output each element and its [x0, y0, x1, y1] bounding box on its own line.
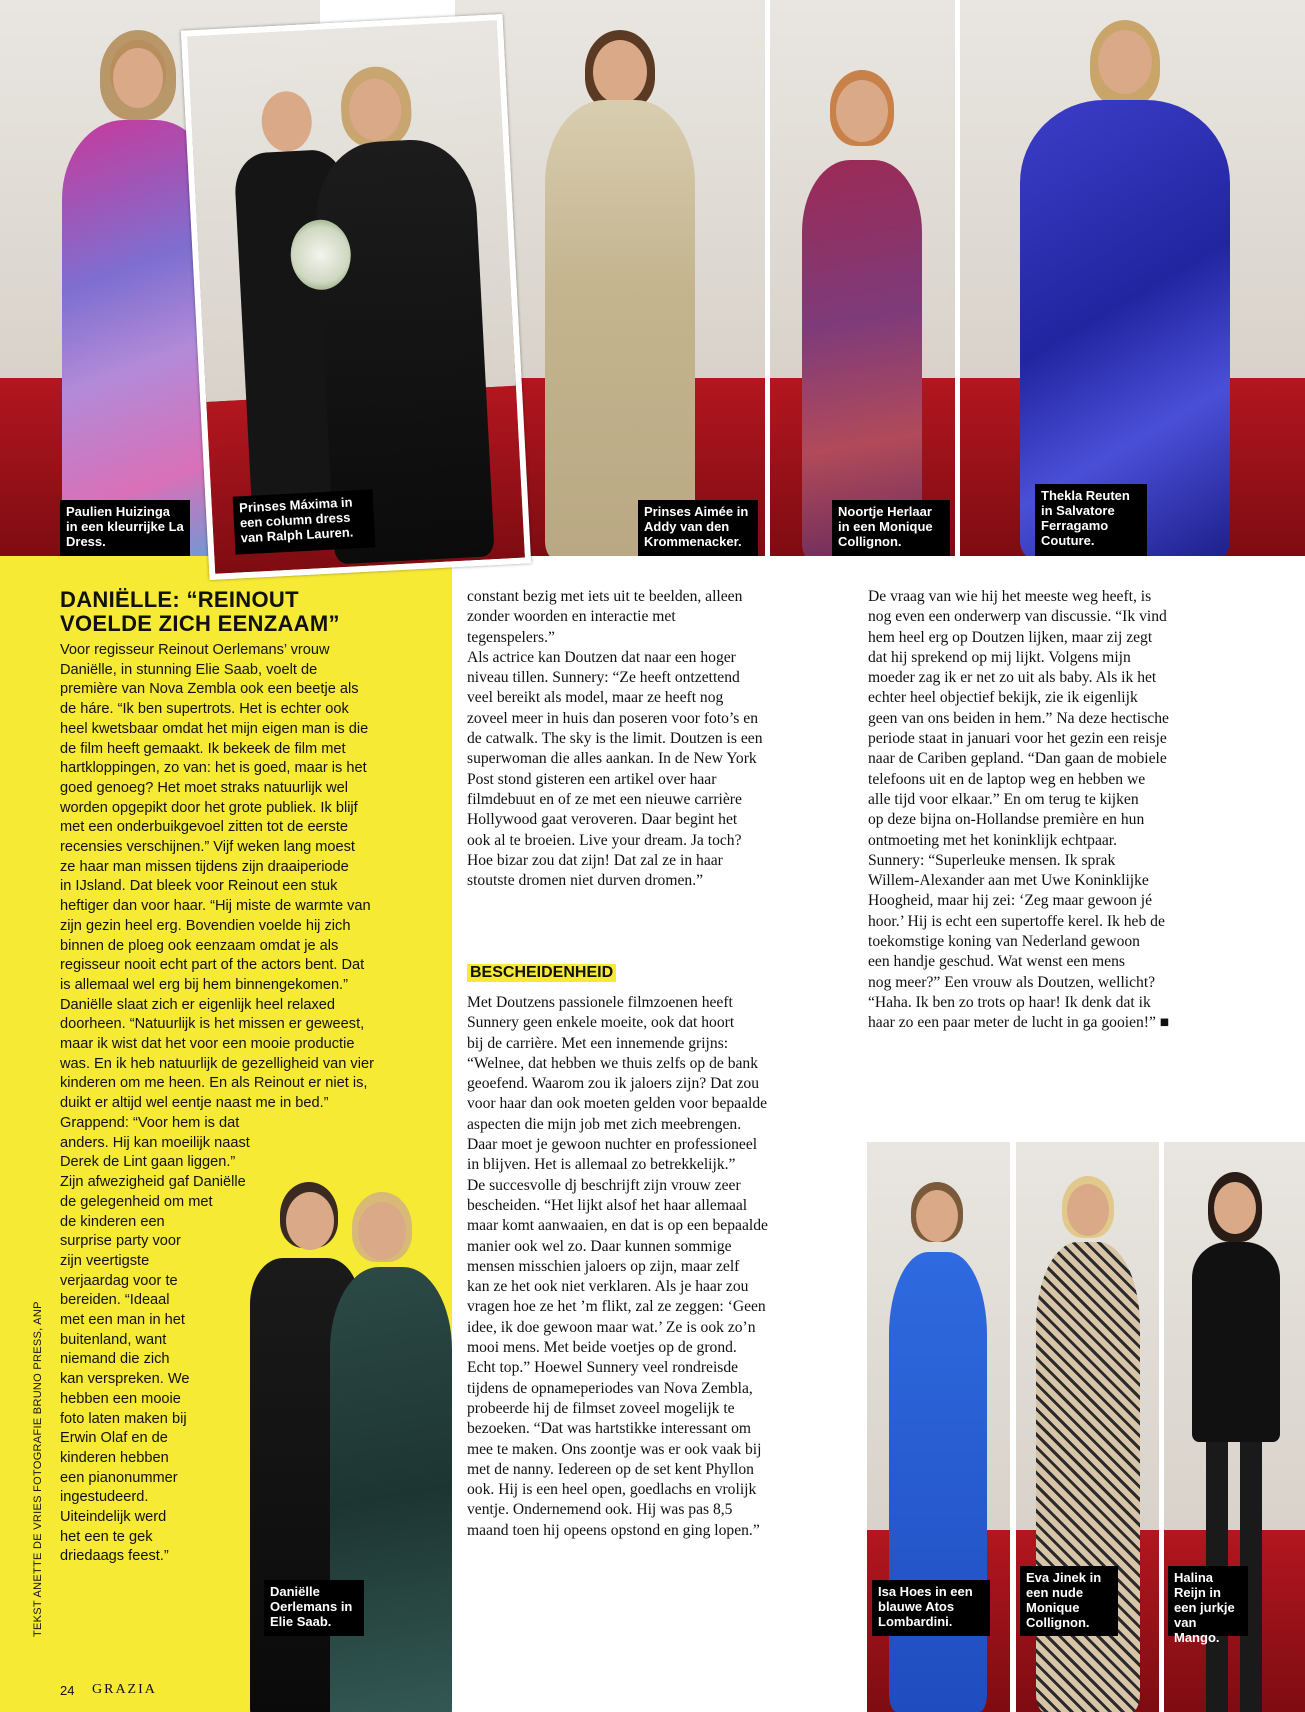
text-line: mooi mens. Met beide voetjes op de grond. [467, 1339, 737, 1357]
caption-halina: Halina Reijn in een jurkje van Mango. [1168, 1566, 1248, 1636]
text-line: de film heeft gemaakt. Ik bekeek de film met [60, 740, 346, 757]
text-line: tijdens de opnameperiodes van Nova Zembla, [467, 1379, 753, 1397]
text-line: constant bezig met iets uit te beelden, alleen [467, 588, 743, 605]
text-line: met een man in het [60, 1312, 185, 1329]
text-line: bereiden. “Ideaal [60, 1292, 170, 1309]
text-line: Uiteindelijk werd [60, 1509, 167, 1526]
text-line: voor haar dan ook moeten gelden voor bepaalde [467, 1095, 768, 1113]
text-line: het een te gek [60, 1528, 153, 1545]
text-line: duikt er altijd wel eentje naast me in bed.” [60, 1095, 329, 1112]
text-line: Sunnery geen enkele moeite, ook dat hoort [467, 1014, 735, 1032]
caption-thekla: Thekla Reuten in Salvatore Ferragamo Couture. [1035, 484, 1147, 556]
text-line: echter heel objectief bekijk, zie ik eigenlijk [868, 689, 1138, 707]
text-line: stoutste dromen niet durven dromen.” [467, 872, 704, 890]
text-line: ontmoeting met het koninklijk echtpaar. [868, 831, 1118, 849]
text-line: Als actrice kan Doutzen dat naar een hoger [467, 648, 736, 666]
text-line: Post stond gisteren een artikel over haar [467, 770, 717, 788]
text-line: Hoogheid, maar hij zei: ‘Zeg maar gewoon jé [868, 892, 1153, 910]
text-line: heel kwetsbaar omdat het mijn eigen man is die [60, 720, 369, 737]
text-line: hem heel erg op Doutzen lijken, maar zij zegt [868, 628, 1153, 646]
text-line: mee te maken. Ons zoontje was er ook vaak bij [467, 1440, 762, 1458]
text-line: geen van ons beiden in hem.” Na deze hectische [868, 709, 1169, 727]
text-line: superwoman die alles aankan. In de New York [467, 750, 757, 768]
text-line: anders. Hij kan moeilijk naast [60, 1134, 250, 1151]
text-line: met een onderbuikgevoel zitten tot de eerste [60, 819, 349, 836]
article-column-3 [868, 587, 1268, 1034]
magazine-name: GRAZIA [92, 1682, 157, 1697]
text-line: doorheen. “Natuurlijk is het missen er geweest, [60, 1016, 365, 1033]
text-line: kan verspreken. We [60, 1371, 190, 1388]
text-line: kinderen hebben [60, 1449, 169, 1466]
text-line: een handje geschud. Wat wenst een mens [868, 953, 1125, 971]
text-line: surprise party voor [60, 1233, 181, 1250]
text-line: zoveel meer in huis dan poseren voor foto’s en [467, 709, 758, 727]
text-line: bescheiden. “Het lijkt alsof het haar allemaal [467, 1196, 748, 1214]
caption-paulien: Paulien Huizinga in een kleurrijke La Dress. [60, 500, 190, 556]
text-line: toekomstige koning van Nederland gewoon [868, 933, 1140, 951]
text-line: in blijven. Het is allemaal zo betrekkelijk.” [467, 1156, 736, 1174]
text-line: een pianonummer [60, 1469, 178, 1486]
text-line: de catwalk. The sky is the limit. Doutzen is een [467, 730, 763, 748]
text-line: zonder woorden en interactie met [467, 608, 676, 626]
text-line: kan ze het ook niet verklaren. Als je haar zou [467, 1278, 749, 1296]
text-line: “Haha. Ik ben zo trots op haar! Ik denk dat ik [868, 993, 1151, 1011]
text-line: maar komt aanwaaien, en dat is op een bepaalde [467, 1217, 768, 1235]
caption-noortje: Noortje Herlaar in een Monique Collignon. [832, 500, 950, 556]
caption-maxima: Prinses Máxima in een column dress van Ralph Lauren. [233, 489, 376, 554]
text-line: regisseur nooit echt part of the actors bent. Dat [60, 957, 365, 974]
text-line: de kinderen een [60, 1213, 165, 1230]
caption-eva: Eva Jinek in een nude Monique Collignon. [1020, 1566, 1118, 1636]
text-line: hebben een mooie [60, 1390, 181, 1407]
text-line: De vraag van wie hij het meeste weg heeft, is [868, 588, 1152, 605]
text-line: ze haar man missen tijdens zijn draaiperiode [60, 858, 349, 875]
article-heading: DANIËLLE: “REINOUT VOELDE ZICH EENZAAM” [60, 587, 340, 636]
text-line: dat hij sprekend op mij lijkt. Volgens mijn [868, 648, 1131, 666]
text-line: hoor.’ Hij is echt een supertoffe kerel. Ik heb de [868, 912, 1165, 930]
text-line: aspecten die mijn job met zich meebrengen. [467, 1115, 742, 1133]
text-line: tegenspelers.” [467, 628, 555, 646]
article-column-1-narrow [60, 1114, 265, 1567]
text-line: goed genoeg? Het moet straks natuurlijk wel [60, 779, 348, 796]
text-line: driedaags feest.” [60, 1548, 169, 1565]
text-line: manier ook wel zo. Daar kunnen sommige [467, 1237, 732, 1255]
text-line: telefoons uit en de laptop weg en hebben we [868, 770, 1146, 788]
text-line: alle tijd voor elkaar.” En om terug te kijken [868, 790, 1139, 808]
text-line: ook al te broeien. Live your dream. Ja toch? [467, 831, 742, 849]
photo-credit: TEKST ANETTE DE VRIES FOTOGRAFIE BRUNO PRESS, ANP [32, 1301, 44, 1637]
text-line: zijn gezin heel erg. Bovendien voelde hij zich [60, 917, 351, 934]
text-line: Derek de Lint gaan liggen.” [60, 1154, 236, 1171]
text-line: ingestudeerd. [60, 1489, 149, 1506]
text-line: op deze bijna on-Hollandse première en hun [868, 811, 1145, 829]
text-line: haar zo een paar meter de lucht in ga gooien!” ■ [868, 1014, 1170, 1032]
text-line: nog even een onderwerp van discussie. “Ik vind [868, 608, 1167, 626]
text-line: première van Nova Zembla ook een beetje als [60, 681, 359, 698]
subheading-bescheidenheid: BESCHEIDENHEID [467, 964, 616, 982]
text-line: hartkloppingen, zo van: het is goed, maar is het [60, 760, 367, 777]
text-line: veel bereikt als model, maar ze heeft nog [467, 689, 724, 707]
text-line: Daniëlle, in stunning Elie Saab, voelt de [60, 661, 318, 678]
text-line: idee, ik doe gewoon maar wat.’ Ze is ook zo’n [467, 1318, 756, 1336]
text-line: probeerde hij de filmset zoveel mogelijk te [467, 1399, 735, 1417]
text-line: niemand die zich [60, 1351, 170, 1368]
text-line: was. En ik heb natuurlijk de gezelligheid van vier [60, 1055, 374, 1072]
text-line: Voor regisseur Reinout Oerlemans’ vrouw [60, 642, 330, 658]
article-column-1 [60, 641, 452, 1114]
text-line: de háre. “Ik ben supertrots. Het is echter ook [60, 701, 349, 718]
text-line: periode staat in januari voor het gezin een reisje [868, 730, 1167, 748]
text-line: maand toen hij opeens opstond en ging lopen.” [467, 1521, 760, 1539]
text-line: Sunnery: “Superleuke mensen. Ik sprak [868, 851, 1116, 869]
text-line: Hoe bizar zou dat zijn! Dat zal ze in haar [467, 851, 723, 869]
text-line: recensies verschijnen.” Vijf weken lang moest [60, 839, 355, 856]
text-line: zijn veertigste [60, 1252, 150, 1269]
caption-isa: Isa Hoes in een blauwe Atos Lombardini. [872, 1580, 990, 1636]
text-line: Erwin Olaf en de [60, 1430, 168, 1447]
text-line: “Welnee, dat hebben we thuis zelfs op de bank [467, 1054, 759, 1072]
text-line: Daar moet je gewoon nuchter en professioneel [467, 1136, 758, 1154]
text-line: ventje. Ondernemend ook. Hij was pas 8,5 [467, 1501, 733, 1519]
text-line: de gelegenheid om met [60, 1193, 213, 1210]
article-column-2b [467, 993, 847, 1541]
text-line: kinderen om me heen. En als Reinout er niet is, [60, 1075, 368, 1092]
text-line: filmdebuut en of ze met een nieuwe carrière [467, 790, 742, 808]
text-line: bezoeken. “Dat was hartstikke interessant om [467, 1420, 752, 1438]
page-number: 24 [60, 1683, 75, 1698]
text-line: Met Doutzens passionele filmzoenen heeft [467, 994, 733, 1011]
text-line: heftiger dan voor haar. “Hij miste de warmte van [60, 898, 371, 915]
photo-thekla [960, 0, 1305, 556]
text-line: ook. Hij is een heel open, goedlachs en vrolijk [467, 1481, 757, 1499]
text-line: naar de Cariben gepland. “Dan gaan de mobiele [868, 750, 1167, 768]
text-line: vragen hoe ze het ’m flikt, zal ze zeggen: ‘Geen [467, 1298, 766, 1316]
text-line: Willem-Alexander aan met Uwe Koninklijke [868, 872, 1149, 890]
text-line: is allemaal wel erg bij hem binnengekomen.” [60, 976, 348, 993]
text-line: bij de carrière. Met een innemende grijns: [467, 1034, 729, 1052]
caption-aimee: Prinses Aimée in Addy van den Krommenacker. [638, 500, 758, 556]
text-line: moeder zag ik er net zo uit als baby. Als ik het [868, 669, 1157, 687]
text-line: verjaardag voor te [60, 1272, 178, 1289]
text-line: Grappend: “Voor hem is dat [60, 1115, 240, 1131]
text-line: maar ik wist dat het voor een mooie productie [60, 1036, 355, 1053]
text-line: met de nanny. Iedereen op de set kent Phyllon [467, 1460, 754, 1478]
text-line: niveau tillen. Sunnery: “Ze heeft ontzettend [467, 669, 740, 687]
text-line: mensen misschien jaloers op zijn, maar zelf [467, 1257, 740, 1275]
text-line: worden opgepikt door het grote publiek. Ik blijf [60, 799, 358, 816]
text-line: Hollywood gaat veroveren. Daar begint het [467, 811, 738, 829]
text-line: Echt top.” Hoewel Sunnery veel rondreisde [467, 1359, 739, 1377]
text-line: geoefend. Waarom zou ik jaloers zijn? Dat zou [467, 1075, 760, 1093]
article-column-2a [467, 587, 847, 891]
text-line: Daniëlle slaat zich er eigenlijk heel relaxed [60, 996, 336, 1013]
text-line: binnen de ploeg ook eenzaam omdat je als [60, 937, 339, 954]
text-line: Zijn afwezigheid gaf Daniëlle [60, 1174, 246, 1191]
text-line: De succesvolle dj beschrijft zijn vrouw zeer [467, 1176, 741, 1194]
caption-danielle: Daniëlle Oerlemans in Elie Saab. [264, 1580, 364, 1636]
photo-noortje [770, 0, 955, 556]
text-line: in IJsland. Dat bleek voor Reinout een stuk [60, 878, 338, 895]
text-line: nog meer?” Een vrouw als Doutzen, wellicht? [868, 973, 1156, 991]
text-line: buitenland, want [60, 1331, 167, 1348]
text-line: foto laten maken bij [60, 1410, 187, 1427]
